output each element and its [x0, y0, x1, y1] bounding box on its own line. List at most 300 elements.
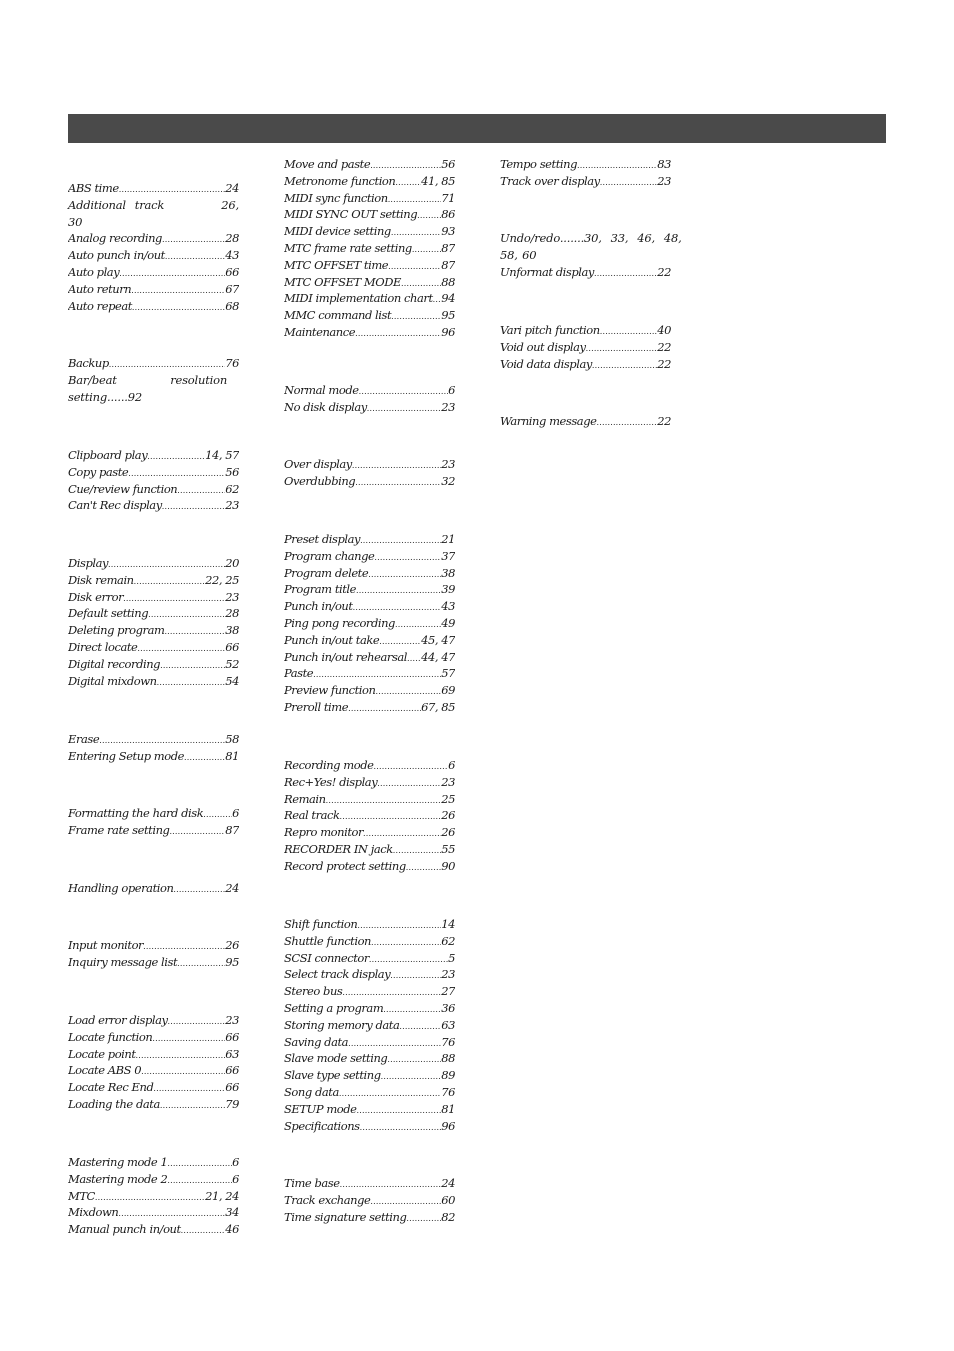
index-entry — [284, 1050, 455, 1067]
dot-leader — [359, 382, 449, 399]
index-entry — [284, 807, 455, 824]
index-entry — [68, 447, 239, 464]
index-term: Shift function — [284, 917, 358, 931]
index-entry — [500, 156, 671, 173]
index-entry — [284, 531, 455, 548]
dot-leader — [407, 649, 421, 666]
index-entry — [68, 1204, 239, 1221]
index-term: Remain — [284, 791, 326, 806]
index-pages: 6 — [232, 806, 239, 820]
index-entry — [284, 757, 455, 774]
index-pages: 92 — [127, 389, 142, 404]
index-term: ABS time — [68, 181, 119, 195]
index-entry — [284, 206, 455, 223]
index-pages: 76 — [225, 356, 239, 370]
index-pages: 6 — [448, 383, 455, 397]
index-pages: 46 — [225, 1222, 239, 1237]
index-pages: 71 — [441, 190, 455, 205]
index-pages: 56 — [225, 464, 239, 479]
index-term: Stereo bus — [284, 984, 343, 999]
index-pages: 94 — [441, 291, 455, 306]
dot-leader — [387, 1050, 441, 1067]
dot-leader — [388, 190, 442, 207]
index-entry — [68, 1062, 239, 1079]
index-term: Cue/review function — [68, 481, 178, 496]
index-pages: 58 — [225, 732, 239, 746]
dot-leader — [367, 399, 441, 416]
index-pages: 66 — [225, 1063, 239, 1078]
index-group — [284, 531, 455, 716]
index-pages: 23 — [441, 774, 455, 789]
dot-leader — [131, 281, 225, 298]
dot-leader — [371, 933, 441, 950]
index-term: Direct locate — [68, 639, 138, 654]
index-entry — [68, 464, 239, 481]
index-term: Locate point — [68, 1046, 136, 1061]
index-term: MMC command list — [284, 308, 392, 323]
index-pages: 45, 47 — [421, 632, 455, 647]
dot-leader — [360, 1118, 442, 1135]
index-entry — [68, 1079, 239, 1096]
index-term: RECORDER IN jack — [284, 841, 393, 856]
dot-leader — [167, 1171, 232, 1188]
index-term: Inquiry message list — [68, 954, 178, 969]
index-term: Frame rate setting — [68, 822, 170, 837]
dot-leader — [143, 937, 225, 954]
dot-leader — [375, 682, 441, 699]
index-entry — [284, 1000, 455, 1017]
dot-leader — [147, 447, 205, 464]
index-pages: 23 — [225, 498, 239, 513]
index-entry — [500, 339, 671, 356]
index-entry — [68, 805, 239, 822]
index-entry — [68, 1029, 239, 1046]
dot-leader — [348, 1034, 441, 1051]
dot-leader — [177, 954, 225, 971]
index-pages: 24 — [441, 1176, 455, 1190]
dot-leader — [177, 481, 225, 498]
index-entry — [284, 307, 455, 324]
index-entry — [284, 682, 455, 699]
index-pages: 24 — [225, 881, 239, 895]
dot-leader — [168, 1012, 226, 1029]
dot-leader — [592, 356, 657, 373]
index-term: Repro monitor — [284, 825, 364, 840]
index-entry — [68, 497, 239, 514]
index-group — [500, 413, 671, 430]
index-entry — [284, 665, 455, 682]
index-entry — [68, 880, 239, 897]
index-pages: 26 — [225, 938, 239, 952]
index-group — [68, 1012, 239, 1113]
dot-leader — [137, 639, 225, 656]
index-term: Copy paste — [68, 464, 129, 479]
dot-leader — [313, 665, 441, 682]
index-term: Slave mode setting — [284, 1051, 388, 1066]
dot-leader — [600, 173, 658, 190]
dot-leader — [363, 824, 441, 841]
index-entry — [284, 983, 455, 1000]
index-term: Punch in/out — [284, 599, 353, 614]
index-entry — [68, 197, 239, 231]
dot-leader — [406, 858, 441, 875]
index-pages: 60 — [441, 1192, 455, 1207]
index-entry — [284, 290, 455, 307]
index-term: Ping pong recording — [284, 615, 395, 630]
dot-leader — [119, 264, 225, 281]
index-term: Record protect setting — [284, 858, 406, 873]
index-entry — [284, 1084, 455, 1101]
index-term: Maintenance — [284, 324, 356, 339]
index-term: Tempo setting — [500, 157, 577, 171]
index-entry — [284, 1192, 455, 1209]
index-group — [500, 322, 671, 372]
index-entry — [284, 399, 455, 416]
index-entry — [284, 933, 455, 950]
dot-leader — [128, 464, 225, 481]
index-entry — [284, 173, 455, 190]
index-entry — [68, 572, 239, 589]
index-entry — [68, 555, 239, 572]
index-term: Auto play — [68, 264, 120, 279]
index-pages: 86 — [441, 207, 455, 222]
index-term: MTC OFFSET MODE — [284, 274, 401, 289]
dot-leader — [391, 307, 441, 324]
index-term: Time signature setting — [284, 1209, 407, 1224]
index-pages: 66 — [225, 264, 239, 279]
index-term: Formatting the hard disk — [68, 806, 204, 820]
index-entry — [68, 589, 239, 606]
index-term: Undo/redo.......30, 33, 46, 48, — [500, 231, 682, 245]
dot-leader — [357, 1101, 442, 1118]
index-term: Mastering mode 2 — [68, 1171, 168, 1186]
index-entry — [68, 1171, 239, 1188]
index-term: Locate function — [68, 1029, 153, 1044]
dot-leader — [586, 339, 658, 356]
index-group — [68, 1154, 239, 1238]
index-pages: 39 — [441, 582, 455, 597]
index-term: Digital mixdown — [68, 673, 157, 688]
index-pages: 76 — [441, 1034, 455, 1049]
dot-leader — [596, 413, 657, 430]
index-entry — [68, 1046, 239, 1063]
index-entry — [68, 731, 239, 748]
index-group — [284, 1175, 455, 1225]
index-entry — [68, 298, 239, 315]
index-entry — [68, 937, 239, 954]
index-pages: 26, — [221, 197, 239, 212]
index-pages: 93 — [441, 224, 455, 239]
index-pages: 63 — [441, 1017, 455, 1032]
index-entry — [284, 950, 455, 967]
index-entry — [68, 180, 239, 197]
index-term: Entering Setup mode — [68, 748, 185, 763]
index-term: Handling operation — [68, 881, 174, 895]
index-term: Rec+Yes! display — [284, 774, 378, 789]
index-term: Auto return — [68, 281, 132, 296]
index-term: Paste — [284, 666, 314, 681]
index-pages: 55 — [441, 841, 455, 856]
index-entry — [68, 1188, 239, 1205]
dot-leader — [352, 456, 441, 473]
index-pages: 5 — [448, 950, 455, 965]
index-term: Punch in/out rehearsal — [284, 649, 408, 664]
index-term: Song data — [284, 1084, 339, 1099]
index-pages: 89 — [441, 1068, 455, 1083]
index-pages: 22, 25 — [205, 572, 239, 587]
dot-leader — [406, 1209, 441, 1226]
index-pages: 67 — [225, 281, 239, 296]
index-pages: 62 — [441, 933, 455, 948]
index-term: Move and paste — [284, 157, 371, 171]
index-term: Warning message — [500, 414, 597, 428]
index-term: MIDI device setting — [284, 224, 391, 239]
index-term: MTC OFFSET time — [284, 257, 389, 272]
index-term: Preset display — [284, 532, 361, 546]
dot-leader — [356, 581, 441, 598]
index-entry — [68, 1154, 239, 1171]
index-term: Setting a program — [284, 1000, 384, 1015]
dot-leader — [433, 290, 442, 307]
index-term: Recording mode — [284, 758, 374, 772]
index-pages: 6 — [232, 1155, 239, 1169]
dot-leader — [374, 548, 441, 565]
index-group — [500, 230, 682, 280]
index-entry — [500, 230, 682, 264]
index-pages: 14, 57 — [205, 448, 239, 462]
dot-leader — [355, 324, 441, 341]
index-term: Program title — [284, 582, 356, 597]
index-term: Clipboard play — [68, 448, 148, 462]
index-group — [68, 880, 239, 897]
index-entry — [68, 247, 239, 264]
index-term: Track over display — [500, 173, 600, 188]
index-entry — [68, 372, 239, 406]
index-entry — [68, 673, 239, 690]
index-group — [68, 180, 239, 314]
index-entry — [500, 264, 671, 281]
dot-leader — [370, 1192, 441, 1209]
index-pages: 23 — [225, 1013, 239, 1027]
index-term: Saving data — [284, 1034, 349, 1049]
index-term: Mastering mode 1 — [68, 1155, 168, 1169]
dot-leader — [119, 180, 226, 197]
dot-leader — [123, 589, 225, 606]
dot-leader — [369, 950, 448, 967]
index-term: Preview function — [284, 683, 376, 698]
index-entry — [284, 632, 455, 649]
dot-leader — [141, 1062, 225, 1079]
index-term: Storing memory data — [284, 1017, 400, 1032]
index-pages: 57 — [441, 666, 455, 681]
index-group — [68, 447, 239, 514]
index-pages: 81 — [441, 1101, 455, 1116]
index-pages: 68 — [225, 298, 239, 313]
index-entry — [68, 1096, 239, 1113]
dot-leader — [353, 598, 442, 615]
index-group — [68, 731, 239, 765]
index-pages: 87 — [225, 822, 239, 837]
index-pages: 54 — [225, 673, 239, 688]
index-entry — [500, 356, 671, 373]
index-pages: 26 — [441, 825, 455, 840]
index-pages: 6 — [448, 758, 455, 772]
index-term: MIDI sync function — [284, 190, 388, 205]
index-term: MIDI implementation chart — [284, 291, 433, 306]
index-pages: 23 — [441, 967, 455, 982]
dot-leader — [165, 247, 225, 264]
index-term: Digital recording — [68, 656, 161, 671]
index-group — [284, 916, 455, 1134]
dot-leader — [162, 497, 226, 514]
index-pages: 44, 47 — [421, 649, 455, 664]
index-pages: 34 — [225, 1205, 239, 1220]
index-pages: 69 — [441, 683, 455, 698]
index-entry — [284, 473, 455, 490]
index-pages: 62 — [225, 481, 239, 496]
index-entry — [284, 615, 455, 632]
dot-leader — [342, 983, 441, 1000]
index-entry — [68, 748, 239, 765]
dot-leader — [134, 572, 205, 589]
dot-leader — [95, 1188, 205, 1205]
index-term: Track exchange — [284, 1192, 371, 1207]
index-pages: 82 — [441, 1209, 455, 1224]
index-entry — [284, 598, 455, 615]
index-entry — [284, 699, 455, 716]
index-pages: 22 — [657, 264, 671, 279]
index-term: Vari pitch function — [500, 323, 600, 337]
index-pages: 21, 24 — [205, 1188, 239, 1203]
index-pages: 14 — [441, 917, 455, 931]
index-entry — [284, 841, 455, 858]
index-term: SETUP mode — [284, 1101, 357, 1116]
index-pages: 26 — [441, 808, 455, 823]
index-term: Manual punch in/out — [68, 1222, 181, 1237]
index-group — [284, 456, 455, 490]
index-pages: 27 — [441, 984, 455, 999]
index-term: Select track display — [284, 967, 391, 982]
dot-leader — [370, 156, 441, 173]
index-entry — [500, 322, 671, 339]
index-pages: 76 — [441, 1084, 455, 1099]
index-term: Disk remain — [68, 572, 134, 587]
index-group — [284, 382, 455, 416]
index-pages: 88 — [441, 274, 455, 289]
dot-leader — [357, 916, 441, 933]
index-group — [500, 156, 671, 190]
index-entry — [500, 413, 671, 430]
dot-leader — [118, 1204, 225, 1221]
index-entry — [284, 1067, 455, 1084]
index-pages: 28 — [225, 606, 239, 621]
index-pages: 87 — [441, 257, 455, 272]
index-term: Program change — [284, 548, 375, 563]
dot-leader — [393, 841, 442, 858]
index-term: Locate ABS 0 — [68, 1063, 142, 1078]
index-pages: 21 — [441, 532, 455, 546]
index-term: Mixdown — [68, 1205, 119, 1220]
index-term: Over display — [284, 457, 352, 471]
index-entry — [284, 858, 455, 875]
index-entry — [68, 656, 239, 673]
index-pages: 49 — [441, 615, 455, 630]
dot-leader — [379, 632, 421, 649]
index-pages: 41, 85 — [421, 173, 455, 188]
index-group — [68, 937, 239, 971]
index-group — [68, 805, 239, 839]
index-pages: 88 — [441, 1051, 455, 1066]
index-entry — [68, 355, 239, 372]
index-pages: 96 — [441, 1118, 455, 1133]
index-entry — [284, 581, 455, 598]
index-pages: 90 — [441, 858, 455, 873]
index-pages: 81 — [225, 748, 239, 763]
index-entry — [284, 1017, 455, 1034]
index-term: Backup — [68, 356, 109, 370]
index-pages: 95 — [225, 954, 239, 969]
index-entry — [68, 822, 239, 839]
index-pages: 22 — [657, 356, 671, 371]
dot-leader — [162, 230, 225, 247]
index-pages: 66 — [225, 1080, 239, 1095]
index-group — [68, 355, 239, 405]
index-entry — [500, 173, 671, 190]
dot-leader — [355, 473, 441, 490]
dot-leader — [157, 673, 226, 690]
index-entry — [284, 565, 455, 582]
index-pages: 87 — [441, 240, 455, 255]
index-entry — [284, 1175, 455, 1192]
index-entry — [284, 916, 455, 933]
dot-leader — [132, 298, 225, 315]
index-entry — [284, 190, 455, 207]
index-pages: 52 — [225, 656, 239, 671]
index-entry — [284, 274, 455, 291]
dot-leader — [109, 355, 225, 372]
index-term: Auto punch in/out — [68, 248, 165, 263]
index-term: SCSI connector — [284, 950, 369, 965]
index-entry — [68, 281, 239, 298]
index-entry — [284, 1209, 455, 1226]
index-group — [68, 555, 239, 689]
index-pages: 66 — [225, 639, 239, 654]
dot-leader — [390, 966, 441, 983]
index-pages: 6 — [232, 1171, 239, 1186]
index-pages: 63 — [225, 1046, 239, 1061]
index-pages: 20 — [225, 556, 239, 570]
index-term: Display — [68, 556, 109, 570]
dot-leader — [383, 1000, 441, 1017]
index-term: Overdubbing — [284, 473, 356, 488]
index-term-continued: setting...... — [68, 389, 128, 404]
dot-leader — [377, 774, 441, 791]
index-entry — [284, 548, 455, 565]
index-pages: 96 — [441, 324, 455, 339]
index-pages: 67, 85 — [421, 699, 455, 714]
index-pages: 83 — [657, 157, 671, 171]
index-term: Preroll time — [284, 699, 349, 714]
index-term: Default setting — [68, 606, 149, 621]
index-entry — [284, 649, 455, 666]
index-group — [284, 156, 455, 341]
index-term: Program delete — [284, 565, 369, 580]
index-term: No disk display — [284, 399, 367, 414]
index-term: MIDI SYNC OUT setting — [284, 207, 418, 222]
index-entry — [284, 156, 455, 173]
index-entry — [284, 382, 455, 399]
index-term: Real track — [284, 808, 340, 823]
